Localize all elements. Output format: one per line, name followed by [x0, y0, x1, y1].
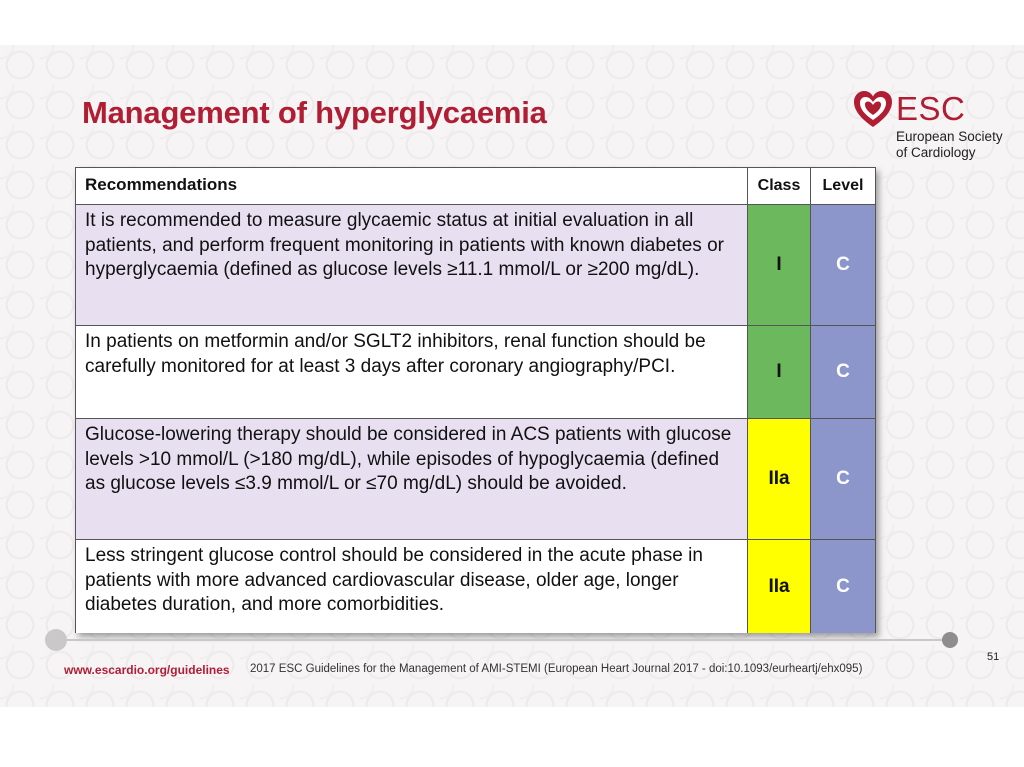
logo-wordmark: ESC	[896, 90, 966, 127]
footer-left-dot	[45, 629, 67, 651]
logo-subtitle-line2: of Cardiology	[896, 145, 976, 160]
recommendation-text: Less stringent glucose control should be considered in the acute phase in patients with more advanced cardiovascular disease, older age, longer diabetes duration, and more comorbidities.	[76, 540, 748, 633]
footer-reference: 2017 ESC Guidelines for the Management of AMI-STEMI (European Heart Journal 2017 - doi:10.1093/eurheartj/ehx095)	[250, 663, 863, 675]
class-badge: I	[748, 205, 811, 325]
logo-subtitle-line1: European Society	[896, 129, 1003, 144]
class-badge: IIa	[748, 419, 811, 539]
heart-icon	[852, 89, 894, 131]
level-badge: C	[811, 419, 875, 539]
table-row	[76, 540, 875, 633]
table-row	[76, 419, 875, 540]
class-badge: I	[748, 326, 811, 418]
recommendation-text: Glucose-lowering therapy should be considered in ACS patients with glucose levels >10 mmol/L (>180 mg/dL), while episodes of hypoglycaemia (defined as glucose levels ≤3.9 mmol/L or ≤70 mg/dL) should be avoided.	[76, 419, 748, 539]
footer-right-dot	[942, 632, 958, 648]
slide	[0, 45, 1024, 707]
table-header-row	[76, 168, 875, 205]
header-recommendations: Recommendations	[76, 168, 748, 204]
table-row	[76, 205, 875, 326]
header-level: Level	[811, 168, 875, 204]
level-badge: C	[811, 326, 875, 418]
header-class: Class	[748, 168, 811, 204]
level-badge: C	[811, 205, 875, 325]
level-badge: C	[811, 540, 875, 633]
footer-divider	[56, 639, 956, 641]
recommendation-text: In patients on metformin and/or SGLT2 inhibitors, renal function should be carefully monitored for at least 3 days after coronary angiography/PCI.	[76, 326, 748, 418]
slide-title: Management of hyperglycaemia	[82, 95, 547, 130]
page-number: 51	[987, 651, 1000, 663]
table-row	[76, 326, 875, 419]
logo-subtitle	[896, 129, 1016, 161]
recommendation-text: It is recommended to measure glycaemic status at initial evaluation in all patients, and perform frequent monitoring in patients with known diabetes or hyperglycaemia (defined as glucose levels ≥11.1 mmol/L or ≥200 mg/dL).	[76, 205, 748, 325]
recommendations-table	[75, 167, 876, 633]
esc-logo	[852, 89, 1012, 169]
footer-url-link[interactable]: www.escardio.org/guidelines	[64, 663, 230, 677]
class-badge: IIa	[748, 540, 811, 633]
